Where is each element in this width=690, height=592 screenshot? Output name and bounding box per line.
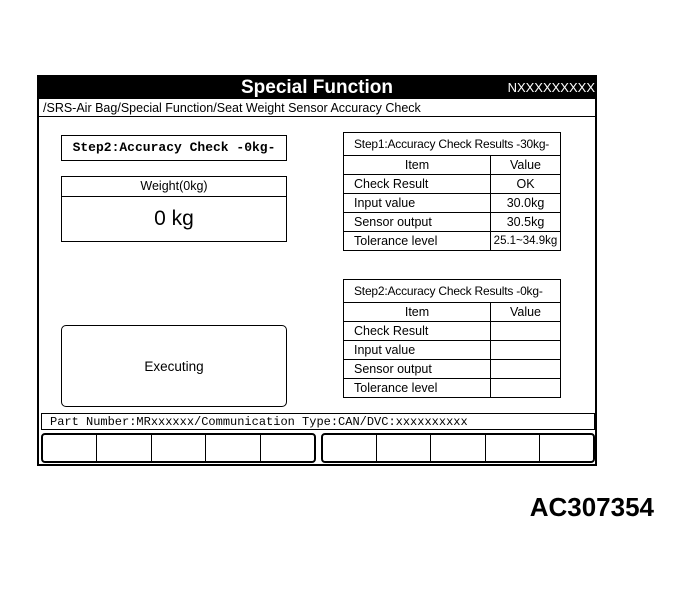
row-item: Input value bbox=[344, 194, 491, 213]
column-header-item: Item bbox=[344, 303, 491, 322]
breadcrumb-item-srs-air-bag[interactable]: SRS-Air Bag bbox=[46, 101, 118, 115]
function-keys-left bbox=[41, 433, 316, 463]
column-header-value: Value bbox=[491, 156, 561, 175]
window-code: NXXXXXXXXX bbox=[507, 80, 595, 95]
function-key-4[interactable] bbox=[206, 435, 260, 461]
row-item: Tolerance level bbox=[344, 379, 491, 398]
step2-results-table bbox=[343, 279, 561, 398]
row-value: OK bbox=[491, 175, 561, 194]
row-item: Check Result bbox=[344, 322, 491, 341]
row-value bbox=[491, 360, 561, 379]
table-row bbox=[344, 194, 561, 213]
row-value bbox=[491, 341, 561, 360]
function-key-5[interactable] bbox=[261, 435, 314, 461]
function-key-9[interactable] bbox=[486, 435, 540, 461]
row-item: Sensor output bbox=[344, 360, 491, 379]
column-header-value: Value bbox=[491, 303, 561, 322]
row-item: Sensor output bbox=[344, 213, 491, 232]
step2-results-caption: Step2:Accuracy Check Results -0kg- bbox=[344, 280, 561, 303]
executing-panel: Executing bbox=[61, 325, 287, 407]
table-row bbox=[344, 175, 561, 194]
row-item: Check Result bbox=[344, 175, 491, 194]
row-item: Tolerance level bbox=[344, 232, 491, 251]
breadcrumb-item-special-function[interactable]: Special Function bbox=[120, 101, 214, 115]
status-bar: Part Number:MRxxxxxx/Communication Type:CAN/DVC:xxxxxxxxxx bbox=[41, 413, 595, 430]
step2-label: Step2:Accuracy Check -0kg- bbox=[61, 135, 287, 161]
title-bar bbox=[39, 77, 595, 99]
weight-value: 0 kg bbox=[154, 207, 194, 230]
step1-results-table bbox=[343, 132, 561, 251]
breadcrumb-item-seat-weight-check: Seat Weight Sensor Accuracy Check bbox=[216, 101, 421, 115]
function-key-2[interactable] bbox=[97, 435, 151, 461]
diagnostic-screen bbox=[37, 75, 597, 466]
breadcrumb-divider bbox=[39, 116, 595, 117]
weight-header: Weight(0kg) bbox=[62, 177, 286, 197]
table-row bbox=[344, 379, 561, 398]
table-row bbox=[344, 341, 561, 360]
table-row bbox=[344, 232, 561, 251]
row-item: Input value bbox=[344, 341, 491, 360]
row-value: 30.0kg bbox=[491, 194, 561, 213]
step1-results-caption: Step1:Accuracy Check Results -30kg- bbox=[344, 133, 561, 156]
function-keys-right bbox=[321, 433, 595, 463]
table-row bbox=[344, 213, 561, 232]
breadcrumb: /SRS-Air Bag/Special Function/Seat Weight Sensor Accuracy Check bbox=[43, 101, 421, 115]
function-key-1[interactable] bbox=[43, 435, 97, 461]
window-title: Special Function bbox=[240, 77, 394, 98]
weight-panel bbox=[61, 176, 287, 242]
function-key-7[interactable] bbox=[377, 435, 431, 461]
row-value: 25.1~34.9kg bbox=[491, 232, 561, 251]
row-value: 30.5kg bbox=[491, 213, 561, 232]
table-row bbox=[344, 360, 561, 379]
function-key-10[interactable] bbox=[540, 435, 593, 461]
row-value bbox=[491, 379, 561, 398]
row-value bbox=[491, 322, 561, 341]
table-row bbox=[344, 322, 561, 341]
figure-id: AC307354 bbox=[529, 492, 654, 522]
function-key-6[interactable] bbox=[323, 435, 377, 461]
function-key-3[interactable] bbox=[152, 435, 206, 461]
column-header-item: Item bbox=[344, 156, 491, 175]
function-key-8[interactable] bbox=[431, 435, 485, 461]
